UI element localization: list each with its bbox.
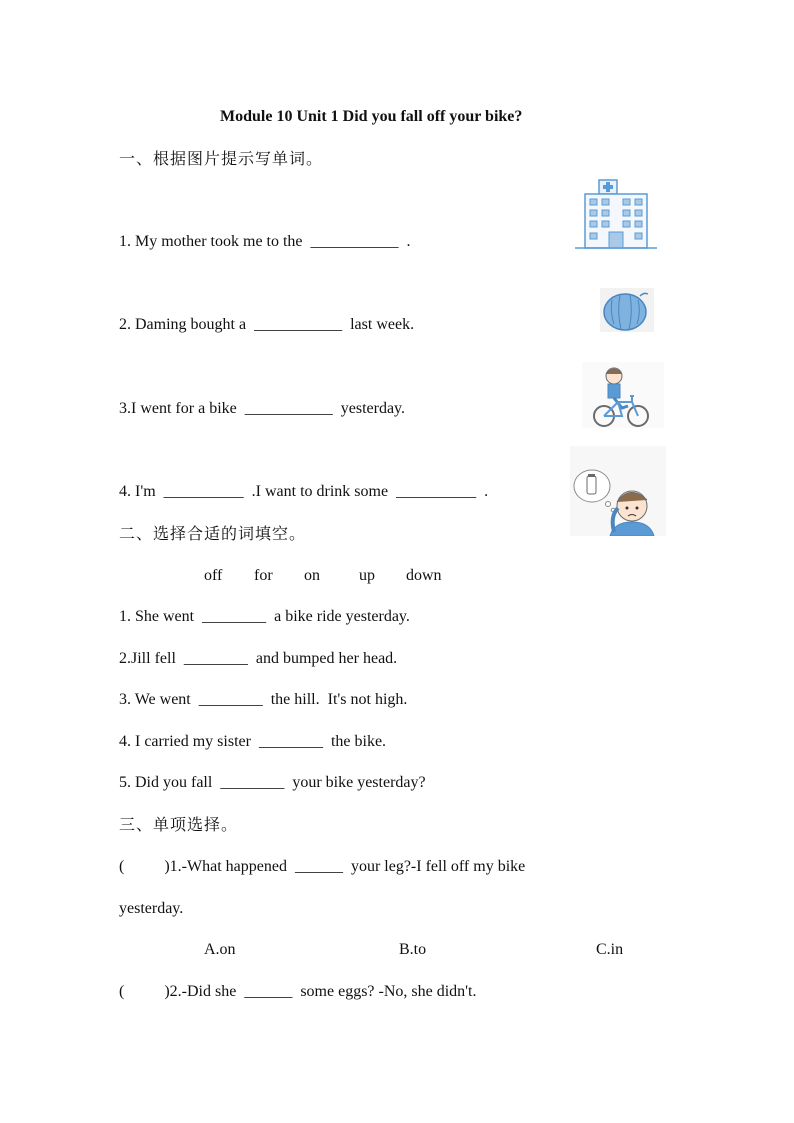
section2-heading: 二、选择合适的词填空。: [119, 524, 307, 543]
question-2-5: 5. Did you fall ________ your bike yesterday?: [119, 774, 426, 791]
bike-ride-icon: [582, 362, 664, 428]
question-2-1: 1. She went ________ a bike ride yesterday.: [119, 608, 410, 625]
watermelon-icon: [600, 288, 654, 332]
question-3-2: ( )2.-Did she ______ some eggs? -No, she didn't.: [119, 983, 477, 1000]
thirsty-boy-icon: [570, 446, 666, 536]
question-1-3: 3.I went for a bike ___________ yesterday.: [119, 400, 405, 417]
question-2-2: 2.Jill fell ________ and bumped her head.: [119, 650, 398, 667]
question-2-3: 3. We went ________ the hill. It's not high.: [119, 691, 408, 708]
word-bank-for: for: [254, 567, 273, 584]
word-bank-up: up: [359, 567, 375, 584]
page-title: Module 10 Unit 1 Did you fall off your bike?: [220, 108, 523, 125]
word-bank-on: on: [304, 567, 320, 584]
question-3-1-continued: yesterday.: [119, 900, 184, 917]
question-1-4: 4. I'm __________ .I want to drink some __________ .: [119, 483, 489, 500]
question-2-4: 4. I carried my sister ________ the bike.: [119, 733, 387, 750]
question-1-2: 2. Daming bought a ___________ last week.: [119, 316, 415, 333]
question-1-1: 1. My mother took me to the ___________ .: [119, 233, 411, 250]
option-c: C.in: [596, 941, 624, 958]
option-b: B.to: [399, 941, 427, 958]
word-bank-down: down: [406, 567, 442, 584]
hospital-icon: [575, 178, 657, 250]
section3-heading: 三、单项选择。: [119, 815, 239, 834]
word-bank-off: off: [204, 567, 223, 584]
section1-heading: 一、根据图片提示写单词。: [119, 149, 324, 168]
option-a: A.on: [204, 941, 236, 958]
question-3-1: ( )1.-What happened ______ your leg?-I fell off my bike: [119, 858, 526, 875]
